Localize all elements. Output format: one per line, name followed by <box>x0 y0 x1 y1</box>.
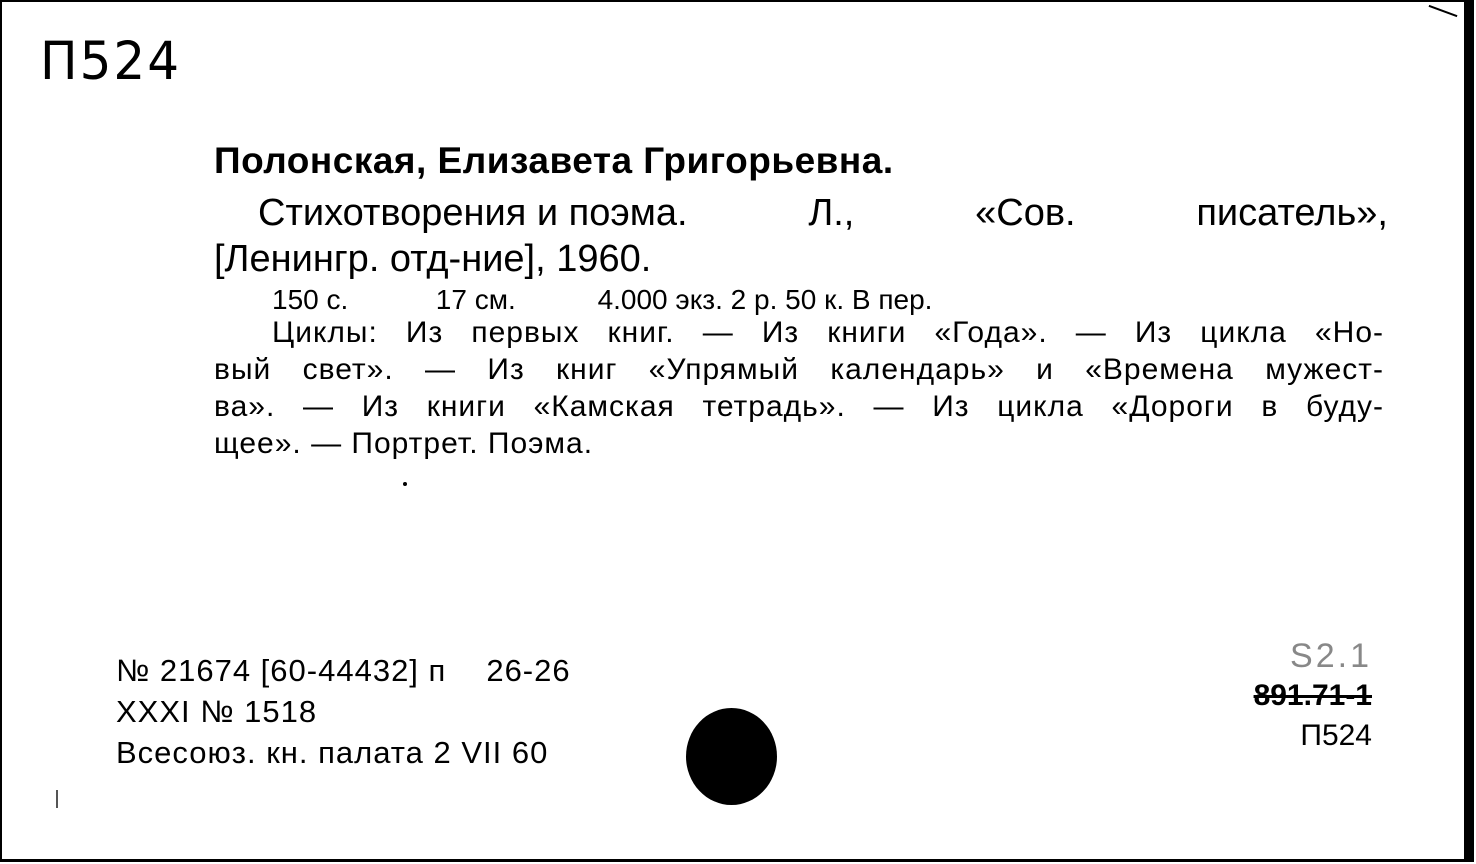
size: 17 см. <box>435 284 516 315</box>
corner-mark <box>1429 5 1458 17</box>
shelf-mark <box>1254 636 1372 756</box>
contents-line: вый свет». — Из книг «Упрямый календарь» и «Времена мужест- <box>214 353 1384 386</box>
edition-price: 4.000 экз. 2 р. 50 к. В пер. <box>597 284 933 315</box>
title-part: Стихотворения и поэма. <box>258 192 688 234</box>
imprint-block <box>116 650 571 773</box>
title-line <box>258 192 1388 235</box>
author-heading: Полонская, Елизавета Григорьевна. <box>214 140 894 181</box>
contents-line: ва». — Из книги «Камская тетрадь». — Из цикла «Дороги в буду- <box>214 390 1384 423</box>
speck <box>403 482 407 486</box>
punch-hole <box>686 708 777 805</box>
imprint-line: Всесоюз. кн. палата 2 VII 60 <box>116 735 549 770</box>
contents-note <box>214 314 1384 462</box>
struck-shelf-code: 891.71-1 <box>1253 679 1372 712</box>
contents-line: Циклы: Из первых книг. — Из книги «Года». — Из цикла «Но- <box>272 316 1384 349</box>
imprint-line <box>116 650 571 691</box>
physical-description <box>272 284 932 316</box>
print-code: 26-26 <box>486 653 571 688</box>
title-part: «Сов. <box>975 192 1076 234</box>
margin-mark <box>56 790 58 808</box>
faint-shelf-code: S2.1 <box>1290 637 1372 675</box>
shelf-code: П524 <box>1300 719 1372 752</box>
handwritten-call-number: П524 <box>40 30 182 92</box>
pages: 150 с. <box>272 284 349 315</box>
contents-line: щее». — Портрет. Поэма. <box>214 427 594 460</box>
title-part: Л., <box>808 192 855 234</box>
imprint-line: XXXI № 1518 <box>116 694 318 729</box>
publication-line: [Ленингр. отд-ние], 1960. <box>214 238 652 280</box>
title-part: писатель», <box>1196 192 1388 234</box>
card-number: № 21674 [60-44432] п <box>116 653 447 688</box>
